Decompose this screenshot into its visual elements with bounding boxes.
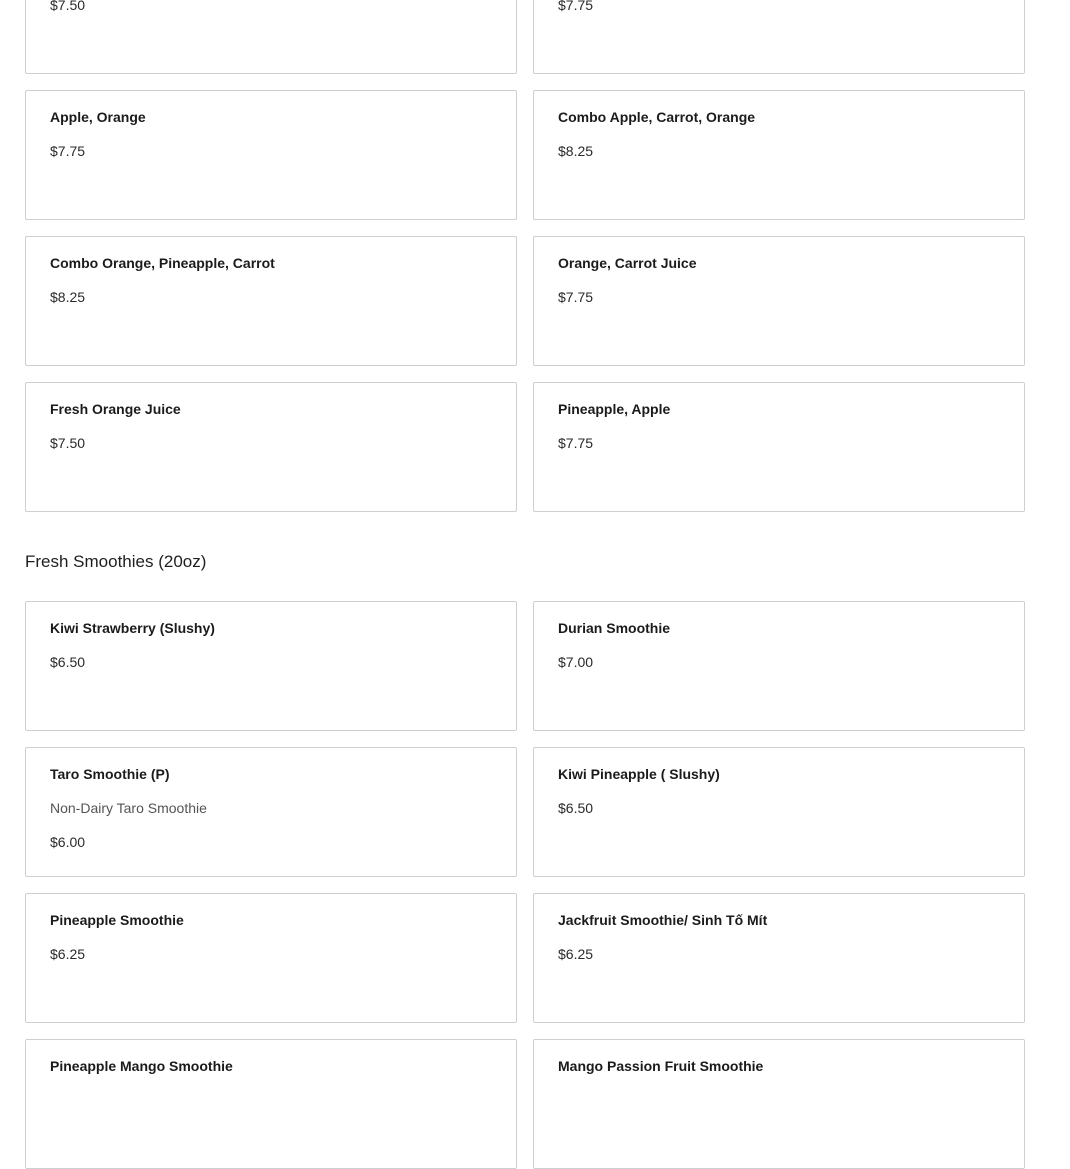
menu-item-card[interactable]	[533, 893, 1025, 1023]
item-name: Jackfruit Smoothie/ Sinh Tố Mít	[558, 912, 768, 928]
item-name: Mango Passion Fruit Smoothie	[558, 1058, 764, 1074]
item-name: Pineapple Smoothie	[50, 912, 184, 928]
item-name: Kiwi Strawberry (Slushy)	[50, 620, 215, 636]
item-name: Pineapple Mango Smoothie	[50, 1058, 233, 1074]
item-price: $6.25	[558, 946, 594, 962]
item-price: $7.75	[558, 435, 594, 451]
item-price: $7.50	[50, 435, 86, 451]
item-price: $6.50	[50, 654, 86, 670]
item-price: $7.75	[558, 289, 594, 305]
item-name: Combo Orange, Pineapple, Carrot	[50, 255, 275, 271]
menu-item-card[interactable]	[25, 893, 517, 1023]
menu-item-card[interactable]	[533, 236, 1025, 366]
item-price: $7.50	[50, 0, 86, 13]
item-price: $6.25	[50, 946, 86, 962]
item-description: Non-Dairy Taro Smoothie	[50, 800, 207, 816]
item-price: $8.25	[50, 289, 86, 305]
item-name: Kiwi Pineapple ( Slushy)	[558, 766, 720, 782]
menu-item-card[interactable]	[25, 0, 517, 74]
item-name: Orange, Carrot Juice	[558, 255, 697, 271]
menu-item-card[interactable]	[25, 382, 517, 512]
menu-item-card[interactable]	[25, 747, 517, 877]
item-name: Taro Smoothie (P)	[50, 766, 170, 782]
item-name: Durian Smoothie	[558, 620, 671, 636]
item-price: $6.00	[50, 834, 86, 850]
item-name: Fresh Orange Juice	[50, 401, 181, 417]
menu-item-card[interactable]	[25, 236, 517, 366]
menu-item-card[interactable]	[25, 90, 517, 220]
menu-item-card[interactable]	[25, 601, 517, 731]
menu-item-card[interactable]	[533, 1039, 1025, 1169]
menu-item-card[interactable]	[533, 747, 1025, 877]
item-name: Pineapple, Apple	[558, 401, 671, 417]
item-name: Combo Apple, Carrot, Orange	[558, 109, 756, 125]
item-price: $7.00	[558, 654, 594, 670]
menu-item-card[interactable]	[533, 0, 1025, 74]
item-name: Apple, Orange	[50, 109, 146, 125]
item-price: $7.75	[50, 143, 86, 159]
menu-item-card[interactable]	[533, 90, 1025, 220]
item-price: $7.75	[558, 0, 594, 13]
menu-item-card[interactable]	[25, 1039, 517, 1169]
menu-item-card[interactable]	[533, 382, 1025, 512]
section-title-smoothies: Fresh Smoothies (20oz)	[25, 552, 207, 571]
item-price: $6.50	[558, 800, 594, 816]
item-price: $8.25	[558, 143, 594, 159]
menu-item-card[interactable]	[533, 601, 1025, 731]
